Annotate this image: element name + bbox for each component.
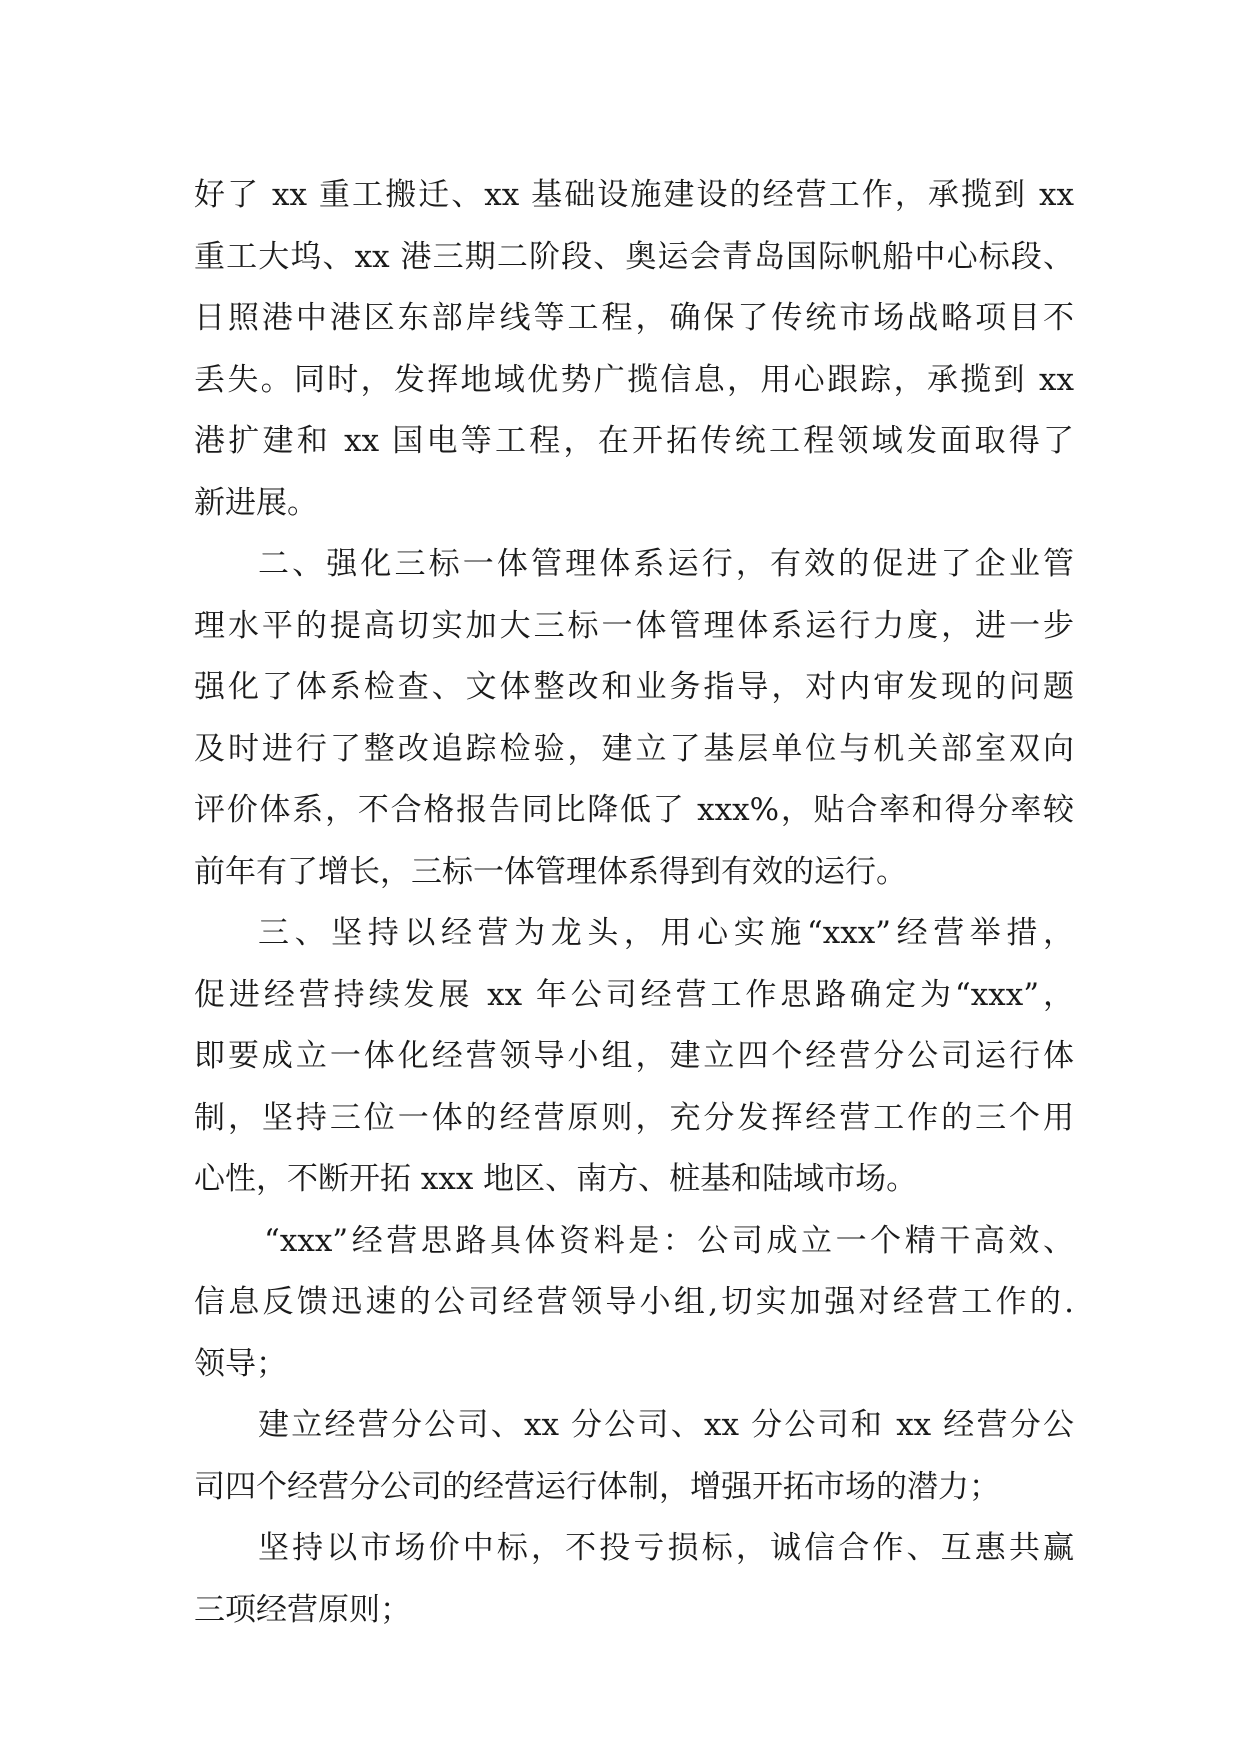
text-line: “xxx”经营思路具体资料是：公司成立一个精干高效、 bbox=[264, 1222, 1074, 1259]
paragraph-1 bbox=[194, 165, 1074, 534]
text-line: 建立经营分公司、xx 分公司、xx 分公司和 xx 经营分公 bbox=[258, 1407, 1074, 1443]
text-line: 心性，不断开拓 xxx 地区、南方、桩基和陆域市场。 bbox=[194, 1161, 918, 1197]
text-line: 三、坚持以经营为龙头，用心实施“xxx”经营举措， bbox=[258, 915, 1074, 951]
paragraph-4 bbox=[194, 1211, 1074, 1396]
text-line: 评价体系，不合格报告同比降低了 xxx%，贴合率和得分率较 bbox=[194, 792, 1074, 828]
paragraph-6 bbox=[194, 1518, 1074, 1641]
text-line: 港扩建和 xx 国电等工程，在开拓传统工程领域发面取得了 bbox=[194, 423, 1074, 459]
paragraph-2 bbox=[194, 534, 1074, 903]
text-line: 坚持以市场价中标，不投亏损标，诚信合作、互惠共赢 bbox=[258, 1530, 1074, 1566]
text-line: 即要成立一体化经营领导小组，建立四个经营分公司运行体 bbox=[194, 1038, 1074, 1074]
text-line: 日照港中港区东部岸线等工程，确保了传统市场战略项目不 bbox=[194, 300, 1074, 336]
text-line: 信息反馈迅速的公司经营领导小组,切实加强对经营工作的. bbox=[194, 1284, 1074, 1320]
text-line: 丢失。同时，发挥地域优势广揽信息，用心跟踪，承揽到 xx bbox=[194, 361, 1074, 398]
text-line: 重工大坞、xx 港三期二阶段、奥运会青岛国际帆船中心标段、 bbox=[194, 238, 1074, 275]
text-line: 领导； bbox=[194, 1345, 287, 1382]
text-line: 司四个经营分公司的经营运行体制，增强开拓市场的潜力； bbox=[194, 1468, 1000, 1505]
text-line: 三项经营原则； bbox=[194, 1591, 411, 1628]
paragraph-5 bbox=[194, 1395, 1074, 1518]
text-line: 强化了体系检查、文体整改和业务指导，对内审发现的问题 bbox=[194, 669, 1074, 705]
document-body bbox=[194, 165, 1074, 1641]
text-line: 新进展。 bbox=[194, 484, 318, 521]
paragraph-3 bbox=[194, 903, 1074, 1211]
text-line: 促进经营持续发展 xx 年公司经营工作思路确定为“xxx”， bbox=[194, 976, 1074, 1013]
text-line: 前年有了增长，三标一体管理体系得到有效的运行。 bbox=[194, 853, 907, 890]
text-line: 制，坚持三位一体的经营原则，充分发挥经营工作的三个用 bbox=[194, 1099, 1074, 1136]
text-line: 理水平的提高切实加大三标一体管理体系运行力度，进一步 bbox=[194, 607, 1074, 644]
text-line: 二、强化三标一体管理体系运行，有效的促进了企业管 bbox=[258, 546, 1074, 582]
text-line: 好了 xx 重工搬迁、xx 基础设施建设的经营工作，承揽到 xx bbox=[194, 177, 1074, 213]
text-line: 及时进行了整改追踪检验，建立了基层单位与机关部室双向 bbox=[194, 730, 1074, 767]
